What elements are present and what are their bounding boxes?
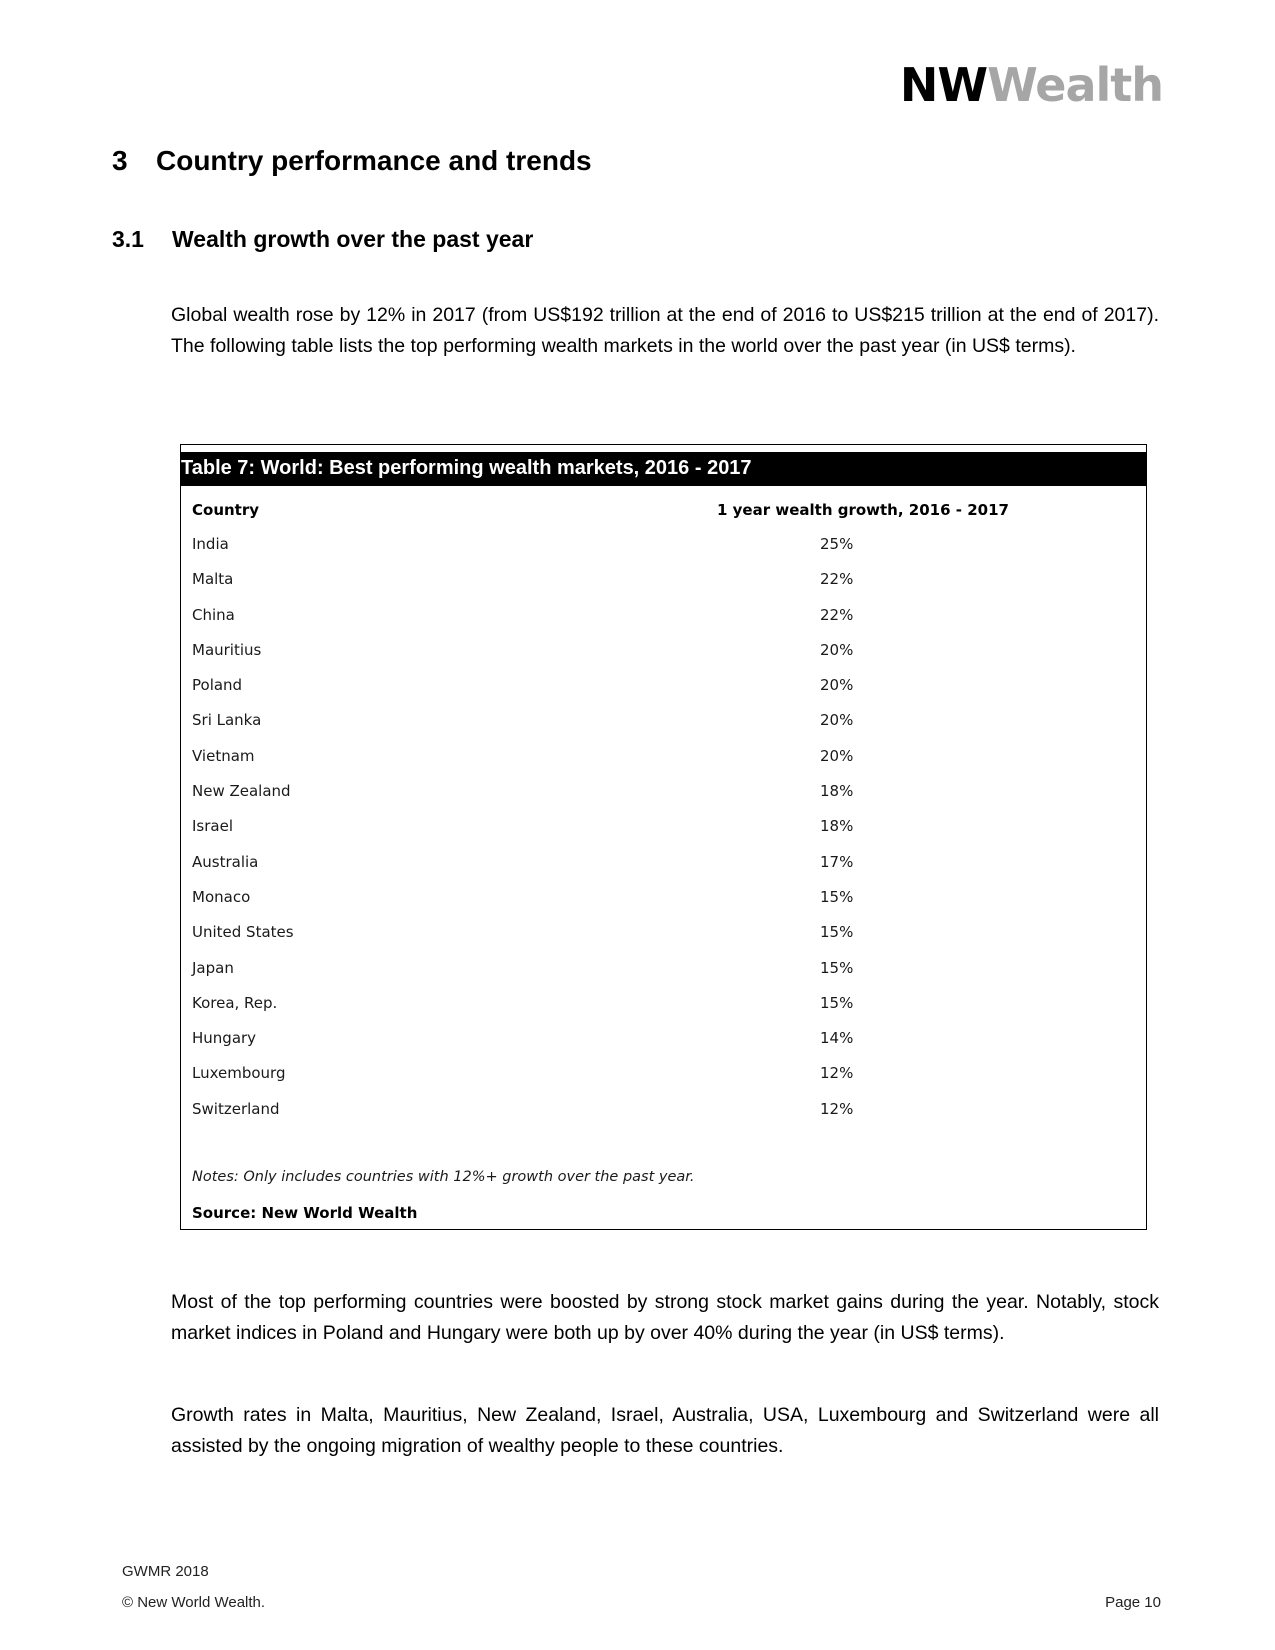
subsection-heading [112,226,533,253]
country-cell: Switzerland [192,1099,280,1118]
growth-cell: 12% [820,1099,854,1118]
table-source: Source: New World Wealth [192,1204,418,1222]
table-row [192,570,1132,605]
wealth-markets-table [180,444,1147,1230]
logo-nw: NW [899,58,988,112]
intro-paragraph: Global wealth rose by 12% in 2017 (from US$192 trillion at the end of 2016 to US$215 trillion at the end of 2017). The following table lists the top performing wealth markets in the world over the past year (in US$ terms). [171,304,1159,357]
table-row [192,1064,1132,1099]
table-body [192,535,1132,1135]
country-cell: Hungary [192,1029,257,1048]
country-cell: Poland [192,676,243,695]
table-row [192,711,1132,746]
footer-report: GWMR 2018 [122,1563,209,1580]
table-row [192,782,1132,817]
country-cell: Monaco [192,887,251,906]
stock-paragraph: Most of the top performing countries were boosted by strong stock market gains during the year. Notably, stock market indices in Poland and Hungary were both up by over 40% during the year (in US$ terms). [171,1291,1159,1344]
footer-copyright: © New World Wealth. [122,1594,266,1611]
country-cell: United States [192,923,294,942]
growth-cell: 15% [820,993,854,1012]
table-row [192,641,1132,676]
country-cell: Korea, Rep. [192,993,278,1012]
migration-paragraph: Growth rates in Malta, Mauritius, New Zealand, Israel, Australia, USA, Luxembourg and Switzerland were all assisted by the ongoing migration of wealthy people to these countries. [171,1404,1159,1457]
table-row [192,853,1132,888]
table-row [192,888,1132,923]
country-cell: New Zealand [192,782,291,801]
country-cell: India [192,535,229,553]
table-header [192,501,1132,521]
table-row [192,676,1132,711]
growth-cell: 20% [820,711,854,730]
table-row [192,994,1132,1029]
growth-cell: 14% [820,1029,854,1048]
country-cell: Vietnam [192,746,255,765]
growth-cell: 15% [820,887,854,906]
subsection-number: 3.1 [112,226,144,252]
growth-cell: 17% [820,852,854,871]
country-cell: Israel [192,817,233,836]
growth-cell: 20% [820,676,854,695]
growth-cell: 18% [820,817,854,836]
growth-cell: 25% [820,535,854,553]
country-cell: Japan [192,958,234,977]
country-cell: Australia [192,852,259,871]
header-growth: 1 year wealth growth, 2016 - 2017 [717,501,1009,519]
table-row [192,606,1132,641]
growth-cell: 15% [820,958,854,977]
growth-cell: 20% [820,746,854,765]
table-row [192,1100,1132,1135]
table-row [192,1029,1132,1064]
page-number: Page 10 [1105,1594,1161,1611]
growth-cell: 12% [820,1064,854,1083]
section-title: Country performance and trends [156,145,592,176]
country-cell: China [192,605,235,624]
country-cell: Luxembourg [192,1064,286,1083]
table-title: Table 7: World: Best performing wealth markets, 2016 - 2017 [181,452,1146,486]
table-row [192,959,1132,994]
header-country: Country [192,501,260,519]
growth-cell: 18% [820,782,854,801]
growth-cell: 20% [820,640,854,659]
table-row [192,747,1132,782]
brand-logo [899,58,1163,112]
footer-left [122,1556,265,1618]
logo-wealth: Wealth [987,58,1163,112]
growth-cell: 22% [820,570,854,589]
section-number: 3 [112,145,128,176]
country-cell: Malta [192,570,234,589]
growth-cell: 15% [820,923,854,942]
table-notes: Notes: Only includes countries with 12%+ growth over the past year. [192,1169,695,1185]
table-row [192,817,1132,852]
section-heading [112,145,592,177]
subsection-title: Wealth growth over the past year [172,226,534,252]
country-cell: Sri Lanka [192,711,262,730]
table-row [192,535,1132,570]
country-cell: Mauritius [192,640,262,659]
growth-cell: 22% [820,605,854,624]
table-row [192,923,1132,958]
